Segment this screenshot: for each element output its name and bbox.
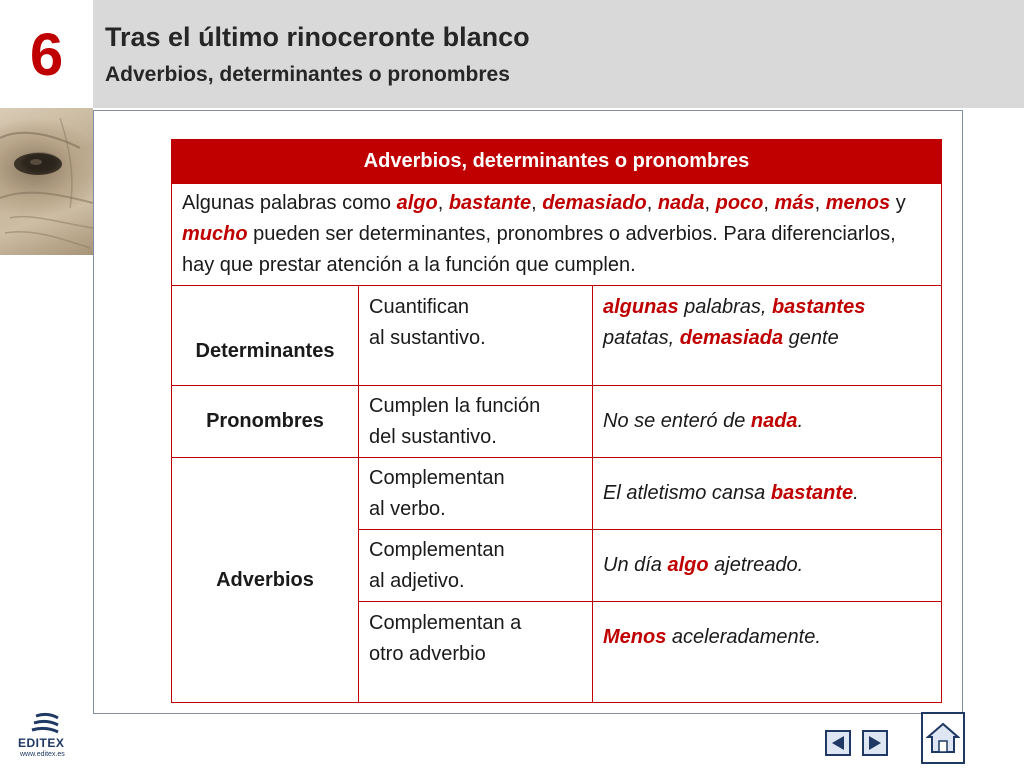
table-intro: Algunas palabras como algo, bastante, demasiado, nada, poco, más, menos y mucho pueden ser determinantes, pronombres o adverbios. Para diferenciarlos, hay que prestar atención a la función que cumplen.: [172, 184, 942, 286]
header-band: [93, 0, 1024, 108]
slide-subtitle: Adverbios, determinantes o pronombres: [105, 63, 510, 86]
home-icon: [926, 721, 960, 755]
row-example: Un día algo ajetreado.: [593, 530, 942, 602]
previous-button[interactable]: [825, 730, 851, 756]
logo-url: www.editex.es: [20, 751, 65, 758]
row-description: Complementan al adjetivo.: [359, 530, 593, 602]
slide-title: Tras el último rinoceronte blanco: [105, 22, 530, 52]
home-button[interactable]: [921, 712, 965, 764]
category-determinantes: Determinantes: [172, 286, 359, 386]
category-adverbios: Adverbios: [172, 458, 359, 703]
row-description: Cumplen la función del sustantivo.: [359, 386, 593, 458]
row-example: El atletismo cansa bastante.: [593, 458, 942, 530]
row-example: No se enteró de nada.: [593, 386, 942, 458]
row-example: Menos aceleradamente.: [593, 602, 942, 703]
row-description: Complementan al verbo.: [359, 458, 593, 530]
unit-number: 6: [29, 20, 64, 88]
grammar-table: [171, 139, 942, 703]
table-row: [172, 458, 942, 530]
row-description: Complementan a otro adverbio: [359, 602, 593, 703]
next-button[interactable]: [862, 730, 888, 756]
rhino-eye-photo: [0, 108, 93, 255]
row-example: algunas palabras, bastantes patatas, demasiada gente: [593, 286, 942, 386]
logo-wordmark: EDITEX: [18, 736, 65, 750]
table-row: [172, 286, 942, 386]
category-pronombres: Pronombres: [172, 386, 359, 458]
table-row: [172, 386, 942, 458]
triangle-left-icon: [829, 734, 847, 752]
triangle-right-icon: [866, 734, 884, 752]
table-title: Adverbios, determinantes o pronombres: [172, 140, 942, 184]
row-description: Cuantifican al sustantivo.: [359, 286, 593, 386]
